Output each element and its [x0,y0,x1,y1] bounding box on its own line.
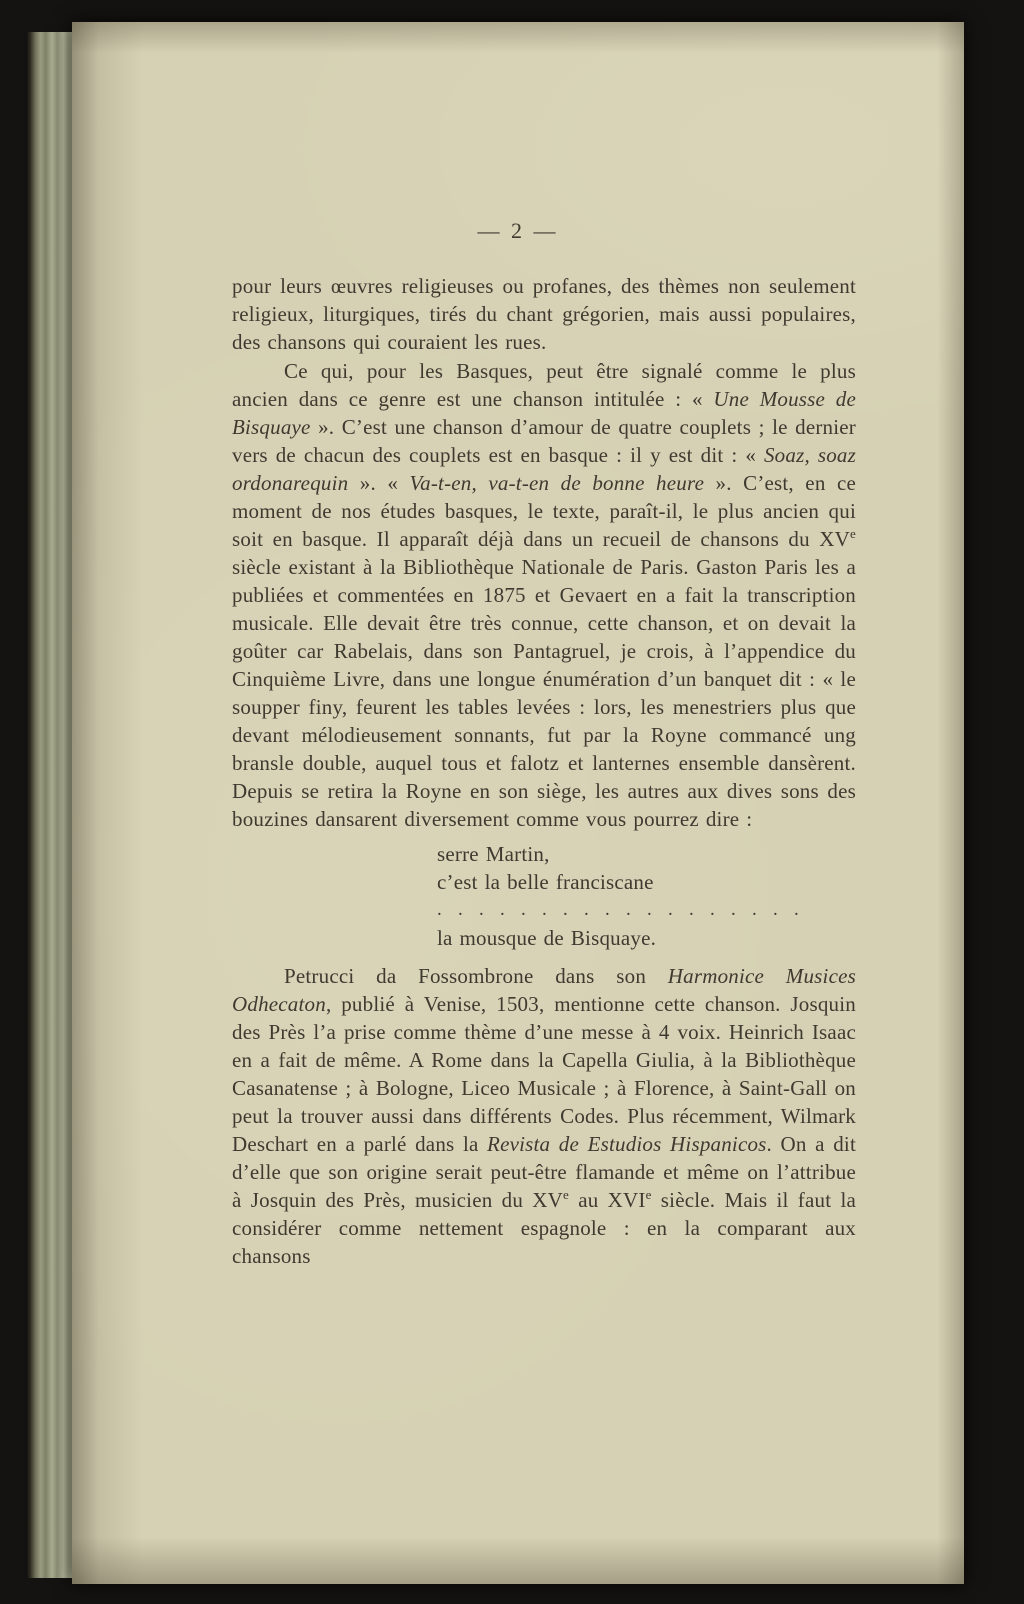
verse-line: serre Martin, [437,842,550,866]
paragraph [232,357,856,833]
italic-text-run: Soaz, soaz ordonarequin [232,443,856,495]
text-run: siècle. Mais il faut la considérer comme nettement espagnole : en la comparant aux chansons [232,1188,857,1268]
text-run: ». C’est une chanson d’amour de quatre couplets ; le dernier vers de chacun des couplets est en basque : il y est dit : « [232,415,856,467]
superscript-text-run: e [645,1187,652,1202]
text-run: Petrucci da Fossombrone dans son [284,964,668,988]
italic-text-run: Harmonice Musices Odhecaton [232,964,856,1016]
italic-text-run: Va-t-en, va-t-en de bonne heure [409,471,705,495]
paragraph [232,272,856,356]
italic-text-run: Revista de Estudios Hispanicos [487,1132,767,1156]
verse-line: c’est la belle franciscane [437,870,654,894]
text-run: Ce qui, pour les Basques, peut être signalé comme le plus ancien dans ce genre est une chanson intitulée : « [232,359,856,411]
text-run: . On a dit d’elle que son origine serait peut-être flamande et même on l’attribue à Josquin des Près, musicien du XV [232,1132,856,1212]
book-page [72,22,964,1584]
text-run: siècle existant à la Bibliothèque Nationale de Paris. Gaston Paris les a publiées et commentées en 1875 et Gevaert en a fait la transcription musicale. Elle devait être très connue, cette chanson, et on devait la goûter car Rabelais, dans son Pantagruel, je crois, à l’appendice du Cinquième Livre, dans une longue énumération d’un banquet dit : « le soupper finy, feurent les tables levées : lors, les menestriers plus que devant mélodieusement sonnants, fut par la Royne commancé ung bransle double, auquel tous et falotz et lanternes ensemble dansèrent. Depuis se retira la Royne en son siège, les autres aux dives sons des bouzines dansarent diversement comme vous pourrez dire : [232,555,856,831]
text-run: , publié à Venise, 1503, mentionne cette chanson. Josquin des Près l’a prise comme thème d’une messe à 4 voix. Heinrich Isaac en a fait de même. A Rome dans la Capella Giulia, à la Bibliothèque Casanatense ; à Bologne, Liceo Musicale ; à Florence, à Saint-Gall on peut la trouver aussi dans différents Codes. Plus récemment, Wilmark Deschart en a parlé dans la [232,992,856,1156]
book-gutter-page-edges [26,32,78,1578]
superscript-text-run: e [850,526,856,541]
paragraph [232,962,856,1270]
ellipsis-line: . . . . . . . . . . . . . . . . . . [437,899,804,920]
page-number: — 2 — [477,218,559,243]
superscript-text-run: e [563,1187,569,1202]
text-block [232,272,856,1270]
verse-line: la mousque de Bisquaye. [437,926,657,950]
text-run: au XVI [568,1188,646,1212]
text-run: pour leurs œuvres religieuses ou profanes, des thèmes non seulement religieux, liturgiques, tirés du chant grégorien, mais aussi populaires, des chansons qui couraient les rues. [232,274,856,354]
text-run: ». C’est, en ce moment de nos études basques, le texte, paraît-il, le plus ancien qui soit en basque. Il apparaît déjà dans un recueil de chansons du XV [232,471,856,551]
text-run: ». « [348,471,410,495]
italic-text-run: Une Mousse de Bisquaye [232,387,856,439]
verse-block [437,840,856,952]
